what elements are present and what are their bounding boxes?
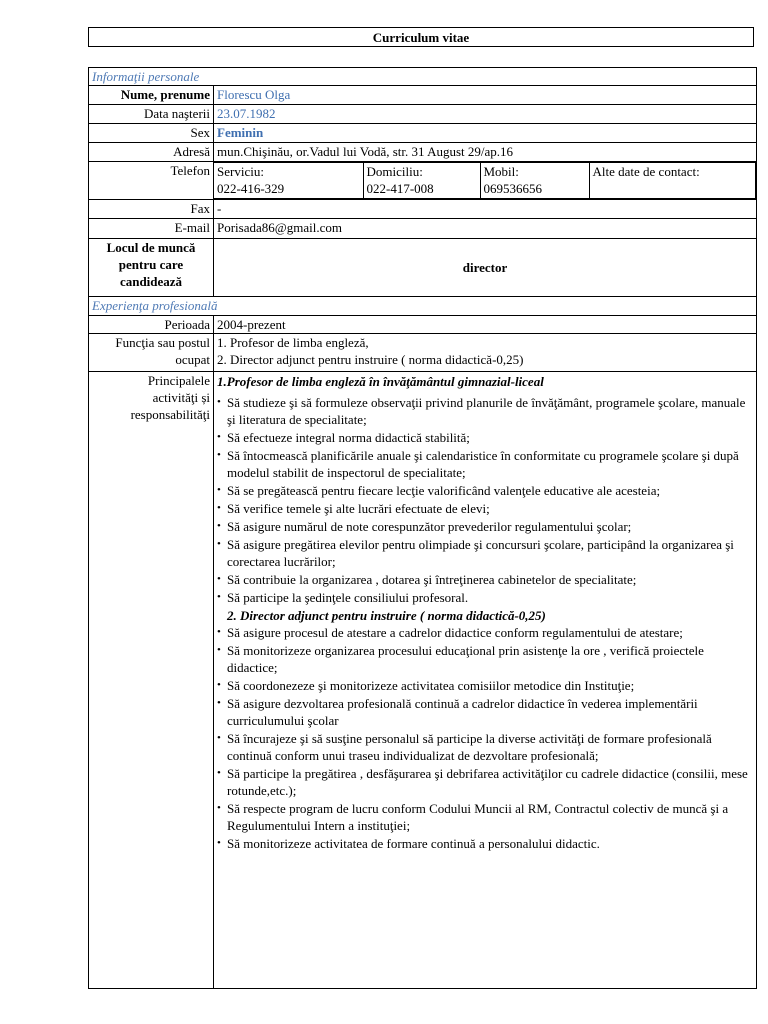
sex-value: Feminin [214,124,757,143]
duties-content [214,372,757,989]
list-item: • Să efectueze integral norma didactică stabilită; [217,429,753,446]
function-value [214,334,757,372]
phone-mobile [480,163,589,199]
sex-label: Sex [89,124,214,143]
list-item: • Să coordonezeze şi monitorizeze activitatea comisiilor metodice din Instituţie; [217,677,753,694]
duties-label: Principalele activităţi și responsabilităţi [89,372,214,989]
fax-label: Fax [89,200,214,219]
phone-other [589,163,756,199]
email-label: E-mail [89,219,214,239]
name-label: Nume, prenume [89,86,214,105]
period-label: Perioada [89,316,214,334]
list-item: • Să asigure procesul de atestare a cadrelor didactice conform regulamentului de atestare; [217,624,753,641]
document-title: Curriculum vitae [88,27,754,47]
list-item: • Să respecte program de lucru conform Codului Muncii al RM, Contractul colectiv de muncă şi a Regulumentului Intern a instituţiei; [217,800,753,834]
list-item: • Să monitorizeze activitatea de formare continuă a personalului didactic. [217,835,753,852]
name-value: Florescu Olga [214,86,757,105]
list-item: • Să participe la şedinţele consiliului profesoral. [217,589,753,606]
list-item: • Să asigure pregătirea elevilor pentru olimpiade şi concursuri şcolare, participând la organizarea şi corectarea lucrărilor; [217,536,753,570]
email-value: Porisada86@gmail.com [214,219,757,239]
address-value: mun.Chişinău, or.Vadul lui Vodă, str. 31 August 29/ap.16 [214,143,757,162]
section-personal-info: Informaţii personale [89,68,757,86]
fax-value: - [214,200,757,219]
section-experience: Experienţa profesională [89,297,757,316]
list-item: • Să monitorizeze organizarea procesului educaţional prin asistenţe la ore , verifică proiectele didactice; [217,642,753,676]
phone-mobile-label: Mobil: [483,164,519,179]
birth-date-label: Data naşterii [89,105,214,124]
job-applied-label: Locul de muncă pentru care candidează [89,239,214,297]
list-item: • Să contribuie la organizarea , dotarea şi întreţinerea cabinetelor de specialitate; [217,571,753,588]
function-item-2: 2. Director adjunct pentru instruire ( norma didactică-0,25) [217,352,524,367]
job-applied-value: director [214,239,757,297]
phone-home-value: 022-417-008 [366,181,434,196]
phone-work [214,163,363,199]
list-item: • Să se pregătească pentru fiecare lecţie valorificând valenţele educative ale acesteia; [217,482,753,499]
cv-table [88,67,757,989]
phone-other-label: Alte date de contact: [592,164,700,179]
list-item: • Să participe la pregătirea , desfăşurarea şi debrifarea activităţilor cu cadrele didactice (consilii, mese rotunde,etc.); [217,765,753,799]
phone-block [214,162,757,200]
phone-work-value: 022-416-329 [217,181,285,196]
phone-home [363,163,480,199]
list-item: • Să asigure numărul de note corespunzător prevederilor regulamentului şcolar; [217,518,753,535]
duties-heading-director: 2. Director adjunct pentru instruire ( norma didactică-0,25) [227,608,546,623]
phone-mobile-value: 069536656 [483,181,542,196]
duties-list-teacher [217,394,753,606]
function-item-1: 1. Profesor de limba engleză, [217,335,369,350]
duties-heading-teacher: 1.Profesor de limba engleză în învăţământul gimnazial-liceal [217,374,544,389]
list-item: • Să încurajeze şi să susţine personalul să participe la diverse activităţi de formare profesională continuă conform unui traseu individualizat de dezvoltare profesională; [217,730,753,764]
phone-label: Telefon [89,162,214,200]
list-item: • Să studieze şi să formuleze observaţii privind planurile de învăţământ, programele şcolare, manuale şi literatura de specialitate; [217,394,753,428]
list-item: • Să verifice temele şi alte lucrări efectuate de elevi; [217,500,753,517]
phone-home-label: Domiciliu: [366,164,423,179]
list-item: • Să întocmească planificările anuale şi calendaristice în conformitate cu programele şcolare şi după modelul stabilit de inspectorul de specialitate; [217,447,753,481]
duties-list-director [217,624,753,852]
period-value: 2004-prezent [214,316,757,334]
function-label: Funcţia sau postul ocupat [89,334,214,372]
list-item: • Să asigure dezvoltarea profesională continuă a cadrelor didactice în vederea implementării curriculumului şcolar [217,695,753,729]
birth-date-value: 23.07.1982 [214,105,757,124]
phone-work-label: Serviciu: [217,164,264,179]
address-label: Adresă [89,143,214,162]
